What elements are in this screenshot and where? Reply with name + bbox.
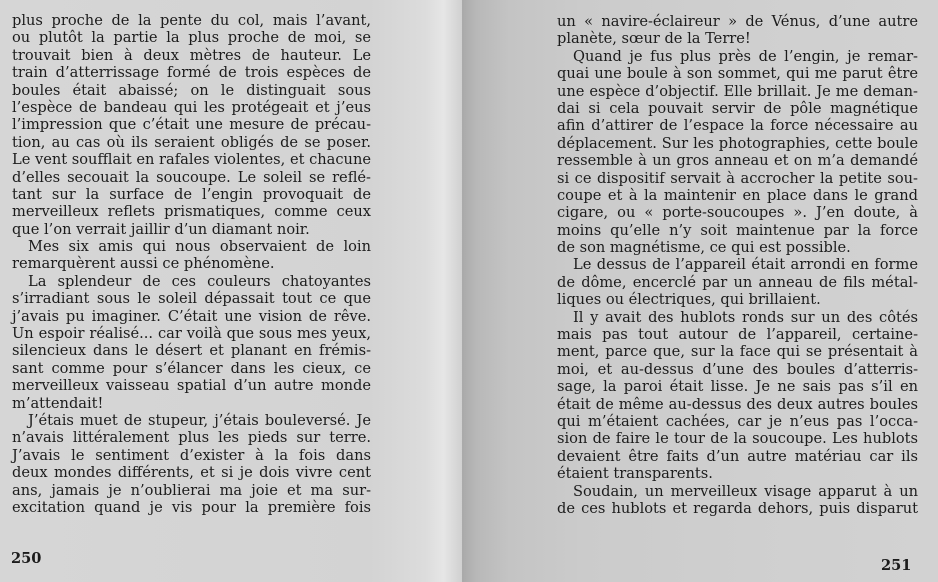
text-line: mais pas tout autour de l’appareil, certaine- — [557, 326, 918, 344]
text-line: sage, la paroi était lisse. Je ne sais pas s’il en — [557, 378, 918, 396]
text-line: merveilleux vaisseau spatial d’un autre monde — [12, 377, 371, 395]
text-line: qui m’étaient cachées, car je n’eus pas l’occa- — [557, 412, 918, 430]
text-line: liques ou électriques, qui brillaient. — [557, 291, 821, 309]
text-line: La splendeur de ces couleurs chatoyantes — [28, 272, 371, 290]
text-line: remarquèrent aussi ce phénomène. — [12, 255, 275, 273]
text-line: que l’on verrait jaillir d’un diamant noir. — [12, 220, 310, 238]
text-line: coupe et à la maintenir en place dans le grand — [557, 186, 918, 204]
text-line: ressemble à un gros anneau et on m’a demandé — [557, 152, 918, 170]
text-line: si ce dispositif servait à accrocher la petite sou- — [557, 169, 918, 187]
text-line: de ces hublots et regarda dehors, puis disparut — [557, 499, 918, 517]
text-line: merveilleux reflets prismatiques, comme ceux — [12, 203, 371, 221]
left-page-text — [12, 12, 371, 516]
text-line: Soudain, un merveilleux visage apparut à un — [573, 482, 918, 500]
left-page — [0, 0, 462, 582]
text-line: de son magnétisme, ce qui est possible. — [557, 239, 851, 257]
text-line: ou plutôt la partie la plus proche de moi, se — [12, 29, 371, 47]
text-line: déplacement. Sur les photographies, cette boule — [557, 134, 918, 152]
text-line: train d’atterrissage formé de trois espèces de — [12, 64, 371, 82]
text-line: n’avais littéralement plus les pieds sur terre. — [12, 429, 371, 447]
page-number-right: 251 — [881, 557, 912, 574]
page-number-left: 250 — [11, 550, 42, 567]
text-line: de dôme, encerclé par un anneau de fils métal- — [557, 273, 918, 291]
text-line: dai si cela pouvait servir de pôle magnétique — [557, 99, 918, 117]
text-line: Le dessus de l’appareil était arrondi en forme — [573, 256, 918, 274]
text-line: ment, parce que, sur la face qui se présentait à — [557, 343, 918, 361]
text-line: tant sur la surface de l’engin provoquait de — [12, 185, 371, 203]
text-line: afin d’attirer de l’espace la force nécessaire au — [557, 117, 918, 135]
text-line: plus proche de la pente du col, mais l’avant, — [12, 12, 371, 29]
text-line: trouvait bien à deux mètres de hauteur. Le — [12, 46, 371, 64]
text-line: boules était abaissé; on le distinguait sous — [12, 81, 371, 99]
text-line: l’espèce de bandeau qui les protégeait et j’eus — [12, 98, 371, 116]
text-line: moins qu’elle n’y soit maintenue par la force — [557, 221, 918, 239]
text-line: sion de faire le tour de la soucoupe. Les hublots — [557, 430, 918, 448]
text-line: Un espoir réalisé... car voilà que sous mes yeux, — [12, 325, 371, 343]
text-line: ans, jamais je n’oublierai ma joie et ma sur- — [12, 481, 371, 499]
text-line: Mes six amis qui nous observaient de loin — [28, 238, 371, 256]
text-line: sant comme pour s’élancer dans les cieux, ce — [12, 359, 371, 377]
text-line: silencieux dans le désert et planant en frémis- — [12, 342, 371, 360]
text-line: était de même au-dessus des deux autres boules — [557, 395, 918, 413]
text-line: excitation quand je vis pour la première fois — [12, 498, 371, 516]
text-line: m’attendait! — [12, 394, 104, 412]
text-line: planète, sœur de la Terre! — [557, 30, 751, 48]
text-line: tion, au cas où ils seraient obligés de se poser. — [12, 133, 371, 151]
right-page-text — [557, 13, 918, 517]
text-line: d’elles secouait la soucoupe. Le soleil se reflé- — [12, 168, 371, 186]
text-line: Quand je fus plus près de l’engin, je remar- — [573, 47, 918, 65]
text-line: j’avais pu imaginer. C’était une vision de rêve. — [12, 307, 371, 325]
text-line: moi, et au-dessus d’une des boules d’atterris- — [557, 360, 918, 378]
text-line: un « navire-éclaireur » de Vénus, d’une autre — [557, 13, 918, 30]
right-page — [462, 0, 938, 582]
text-line: J’avais le sentiment d’exister à la fois dans — [12, 446, 371, 464]
text-line: J’étais muet de stupeur, j’étais bouleversé. Je — [28, 411, 371, 429]
text-line: deux mondes différents, et si je dois vivre cent — [12, 464, 371, 482]
text-line: étaient transparents. — [557, 465, 713, 483]
text-line: Le vent soufflait en rafales violentes, et chacune — [12, 151, 371, 169]
text-line: l’impression que c’était une mesure de précau- — [12, 116, 371, 134]
text-line: Il y avait des hublots ronds sur un des côtés — [573, 308, 918, 326]
text-line: une espèce d’objectif. Elle brillait. Je me deman- — [557, 82, 918, 100]
text-line: quai une boule à son sommet, qui me parut être — [557, 65, 918, 83]
text-line: devaient être faits d’un autre matériau car ils — [557, 447, 918, 465]
text-line: cigare, ou « porte-soucoupes ». J’en doute, à — [557, 204, 918, 222]
text-line: s’irradiant sous le soleil dépassait tout ce que — [12, 290, 371, 308]
